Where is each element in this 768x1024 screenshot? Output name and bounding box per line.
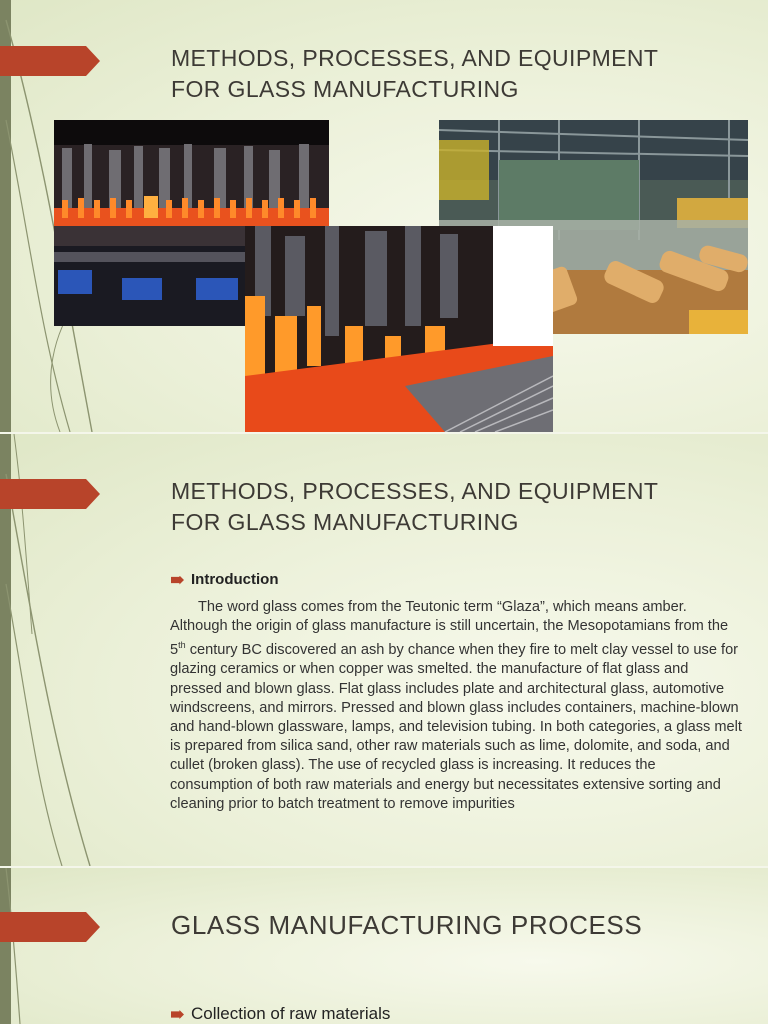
title-arrow-tab <box>0 46 100 76</box>
introduction-bullet <box>171 571 278 588</box>
slide-1 <box>0 0 768 432</box>
paragraph-superscript: th <box>178 640 186 651</box>
title-line-2: FOR GLASS MANUFACTURING <box>171 76 519 102</box>
title-arrow-tab <box>0 479 100 509</box>
title-arrow-tab <box>0 912 100 942</box>
paragraph-part-2: century BC discovered an ash by chance when they fire to melt clay vessel to use for glazing ceramics or when copper was smelted. the manufacture of flat glass and pressed and blown glass. Flat glass includes plate and architectural glass, automotive windscreens, and mirrors. Pressed and blown glass includes containers, machine-blown and hand-blown glassware, lamps, and television tubing. In both categories, a glass melt is prepared from silica sand, other raw materials such as lime, dolomite, and soda, and cullet (broken glass). The use of recycled glass is increasing. It reduces the consumption of both raw materials and energy but necessitates extensive sorting and cleaning prior to batch treatment to remove impurities <box>170 642 742 812</box>
introduction-paragraph <box>170 598 742 814</box>
title-line-2: FOR GLASS MANUFACTURING <box>171 509 519 535</box>
slide-title <box>171 476 658 538</box>
slide-title <box>171 43 658 105</box>
bullet-arrow-icon <box>171 1010 184 1019</box>
photo-molten-glass <box>245 226 553 432</box>
slide-3 <box>0 868 768 1024</box>
slide-2 <box>0 434 768 866</box>
raw-materials-bullet <box>171 1004 390 1024</box>
paragraph-part-1: The word glass comes from the Teutonic term “Glaza”, which means amber. Although the origin of glass manufacture is still uncertain, the Mesopotamians from the 5 <box>170 599 729 659</box>
bullet-text: Collection of raw materials <box>191 1004 391 1023</box>
introduction-heading: Introduction <box>191 571 279 588</box>
bullet-arrow-icon <box>171 576 184 585</box>
title-line-1: METHODS, PROCESSES, AND EQUIPMENT <box>171 45 659 71</box>
slide-title: GLASS MANUFACTURING PROCESS <box>171 910 643 940</box>
decorative-curves <box>0 868 110 1024</box>
title-line-1: METHODS, PROCESSES, AND EQUIPMENT <box>171 478 659 504</box>
